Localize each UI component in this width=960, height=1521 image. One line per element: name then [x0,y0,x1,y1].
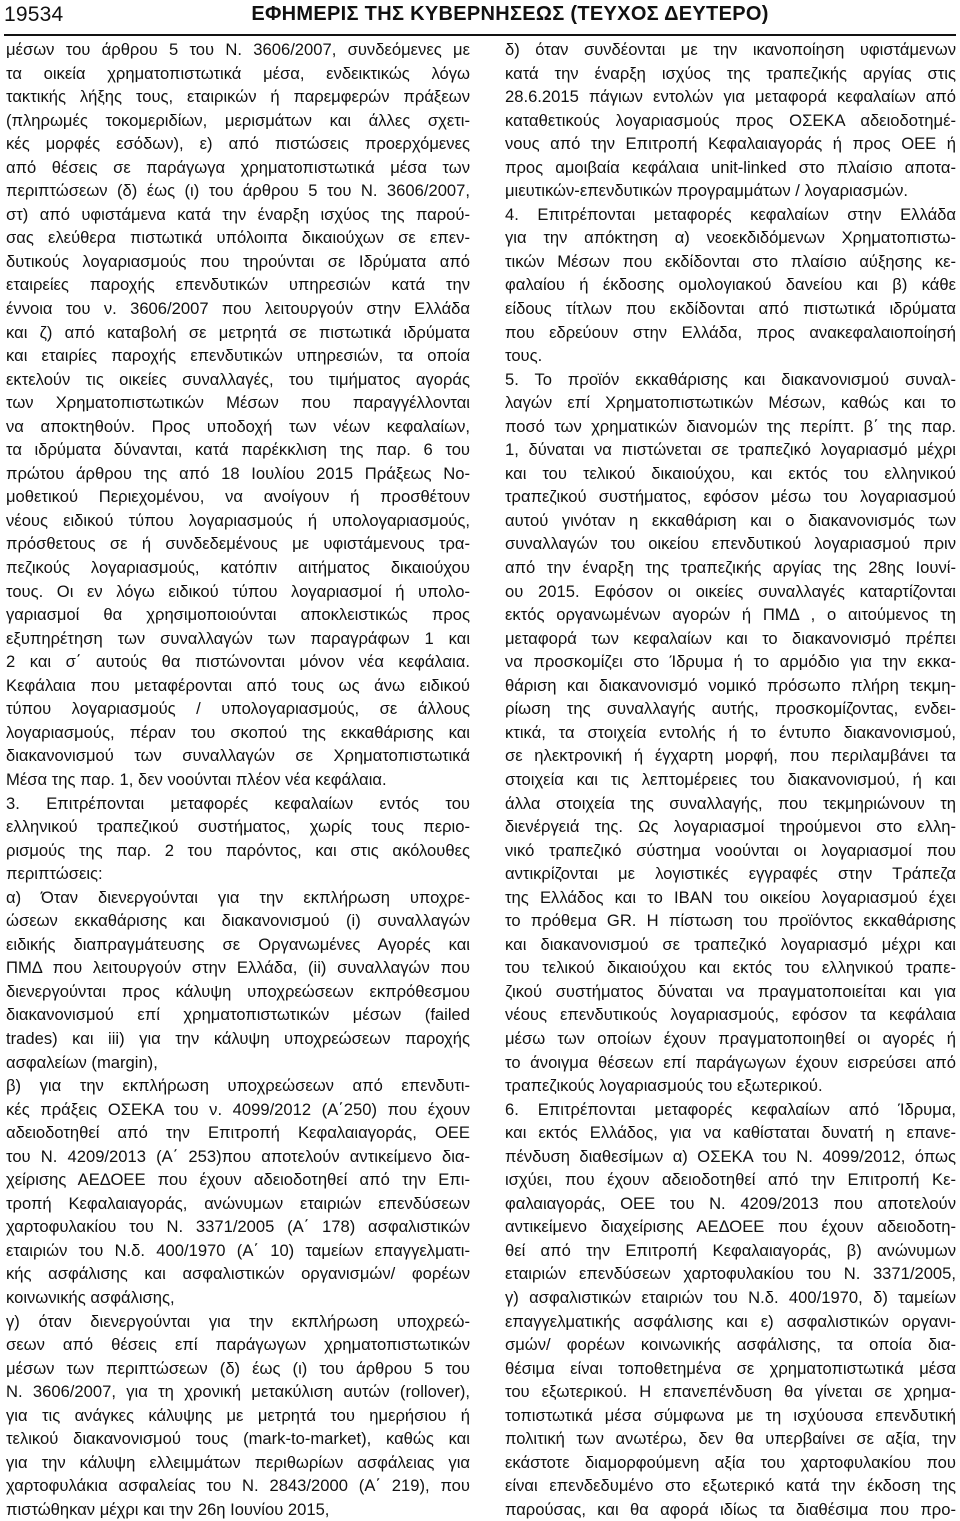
left-column-line: ρισμούς της παρ. 2 του παρόντος, και στις ακόλουθες [6,840,470,860]
left-column-line: χαρτοφυλάκια ασφαλείας του Ν. 2843/2000 (Α΄ 219), που [6,1476,470,1496]
left-column-line: γ) όταν διενεργούνται για την εκπλήρωση υποχρεώ- [6,1311,470,1331]
right-column-line: 6. Επιτρέπονται μεταφορές κεφαλαίων από Ίδρυμα, [505,1099,956,1119]
left-column-line: Μέσα της παρ. 1, δεν νοούνται πλέον νέα κεφάλαια. [6,769,387,789]
right-column-line: αυτού γινόταν η εκκαθάριση και ο διακανονισμός των [505,510,956,530]
right-column-line: συναλλαγών του οικείου επενδυτικού λογαριασμού πριν [505,534,956,554]
right-column-line: δ) όταν συνδέονται με την ικανοποίηση υφιστάμενων [505,40,956,59]
right-column-line: τοπιστωτικά μέσα σύμφωνα με τη ισχύουσα επενδυτική [505,1405,956,1425]
left-column-line: κές μορφές εσόδων), ε) από πιστώσεις προερχόμενες [6,134,470,154]
page-header [4,0,956,36]
right-column-line: εκάστοτε διαμορφούμενη αξία του χαρτοφυλακίου που [505,1452,956,1472]
gazette-title: ΕΦΗΜΕΡΙΣ ΤΗΣ ΚΥΒΕΡΝΗΣΕΩΣ (ΤΕΥΧΟΣ ΔΕΥΤΕΡΟ) [251,3,769,25]
right-column-line: κτικά, τα στοιχεία εντολής ή το έντυπο διακανονισμού, [505,722,956,742]
left-column-line: διακανονισμού των συναλλαγών σε Χρηματοπιστωτικά [6,746,470,766]
right-column-line: φαλαίου ή έκδοσης ομολογιακού δανείου και β) κάθε [505,275,956,295]
right-column-line: καταθετικούς λογαριασμούς προς ΟΣΕΚΑ αδειοδοτημέ- [505,110,956,130]
left-column-line: τροπή Κεφαλαιαγοράς, ανώνυμων εταιριών επενδύσεων [6,1193,470,1213]
right-column-line: που εδρεύουν στην Ελλάδα, προς ανακεφαλαιοποίησή [505,322,956,342]
left-column-line: (πληρωμές τοκομεριδίων, μερισμάτων και άλλες σχετι- [6,110,470,130]
left-column-line: του Ν. 4209/2013 (Α΄ 253)που αποτελούν αντικείμενο δια- [6,1146,470,1166]
right-column-line: αντικείμενο διαχείρισης ΑΕΔΟΕΕ που έχουν αδειοδοτη- [505,1217,956,1237]
right-column-line: πένδυση διαθεσίμων α) ΟΣΕΚΑ του Ν. 4099/2012, όπως [505,1146,956,1166]
right-column-line: του εξωτερικού. Η επανεπένδυση θα γίνεται σε χρημα- [505,1382,956,1402]
left-column-line: σας ελεύθερα πιστωτικά υπόλοιπα δικαιούχων σε επεν- [6,228,470,248]
left-column-line: τα οικεία χρηματοπιστωτικά μέσα, ενδεικτικώς λόγω [6,63,470,83]
left-column-line: εταιρείες παροχής επενδυτικών υπηρεσιών κατά την [6,275,470,295]
right-column-line: τικών Μέσων που εκδίδονται στο πλαίσιο αύξησης κε- [505,251,956,271]
left-column-line: εταιριών του Ν.δ. 400/1970 (Α΄ 10) ταμείων επαγγελματι- [6,1240,470,1260]
right-column-line: νέους επενδυτικούς λογαριασμούς, εφόσον τα κεφάλαια [505,1005,956,1025]
left-column-line: σεων από θέσεις επί παράγωγων χρηματοπιστωτικών [6,1335,470,1355]
left-column-line: διακανονισμού επί χρηματοπιστωτικών μέσων (failed [6,1005,470,1025]
left-column-line: τελικού διακανονισμού τους (mark-to-market), καθώς και [6,1429,470,1449]
left-column-line: Κεφάλαια που μεταφέρονται από τους ως άνω ειδικού [6,675,470,695]
right-column-line: 1, δύναται να πιστώνεται σε τραπεζικό λογαριασμό μέχρι [505,440,956,460]
left-column-line: περιπτώσεων (δ) έως (ι) του άρθρου 5 του Ν. 3606/2007, [6,181,470,201]
right-column-line: φαλαιαγοράς, ΟΕΕ του Ν. 4209/2013 που αποτελούν [505,1193,956,1213]
right-column-line: μέσω των οποίων έχουν πραγματοποιηθεί οι αγορές ή [505,1028,956,1048]
right-column-line: και εκτός Ελλάδος, για να καθίσταται δυνατή η επανε- [505,1123,956,1143]
right-column-line: σε ηλεκτρονική ή έγχαρτη μορφή, που περιλαμβάνει τα [505,746,956,766]
right-column-line: πολιτική των ανωτέρω, δεν θα υπερβαίνει σε αξία, την [505,1429,956,1449]
right-column-line: θάριση και διακανονισμό νομικό πρόσωπο πλήρη τεκμη- [505,675,956,695]
left-column-line: διενεργούνται προς κάλυψη υποχρεώσεων εκπρόθεσμου [6,981,470,1001]
left-column-line: τους. Οι εν λόγω ειδικού τύπου λογαριασμοί ή υπολο- [6,581,470,601]
left-column-line: πιστώθηκαν μέχρι και την 26η Ιουνίου 2015, [6,1499,330,1519]
left-column-line: ειδικής διαπραγμάτευσης σε Οργανωμένες Αγορές και [6,934,470,954]
right-column-line: ζικού συστήματος δύναται να πραγματοποιείται και για [505,981,956,1001]
left-column-line: στ) από υφιστάμενα κατά την έναρξη ισχύος της παρού- [6,204,470,224]
right-column-line: ποσό των χρηματικών διανομών της περίπτ. β΄ της παρ. [505,416,956,436]
right-column-line: θεί από την Επιτροπή Κεφαλαιαγοράς, β) ανώνυμων [505,1240,956,1260]
right-column-line: και διακανονισμού σε τραπεζικό λογαριασμό μέχρι και [505,934,956,954]
left-column-line: πεζικούς λογαριασμούς, κατόπιν αιτήματος δικαιούχου [6,558,470,578]
right-column-line: γ) ασφαλιστικών εταιριών του Ν.δ. 400/1970, δ) ταμείων [505,1287,956,1307]
left-column-line: περιπτώσεις: [6,864,103,884]
right-column-line: νους από την Επιτροπή Κεφαλαιαγοράς ή προς ΟΕΕ ή [505,134,956,154]
right-column-line: σμών/ φορέων κοινωνικής ασφάλισης, τα οποία δια- [505,1335,956,1355]
right-column-line: το πρόθεμα GR. Η πίστωση του προϊόντος εκκαθάρισης [505,911,956,931]
right-column-line: ισχύει, που έχουν αδειοδοτηθεί από την Επιτροπή Κε- [505,1170,956,1190]
right-column-line: θέσιμα είναι τοποθετημένα σε χρηματοπιστωτικά μέσα [505,1358,956,1378]
right-column-line: μιευτικών-επενδυτικών προγραμμάτων / λογαριασμών. [505,181,908,201]
right-column-line: τους. [505,346,543,366]
right-column-line: παρούσας, και θα αφορά ιδίως τα διαθέσιμα που προ- [505,1499,956,1519]
left-column-line: νέους ειδικού τύπου λογαριασμούς ή υπολογαριασμούς, [6,510,470,530]
left-column-line: μοθετικού Περιεχομένου, να ανοίγουν ή προσθέτουν [6,487,470,507]
left-column-line: ασφαλείων (margin), [6,1052,158,1072]
right-column-line: το άνοιγμα θέσεων επί παράγωγων έχουν εισρεύσει από [505,1052,956,1072]
left-column-line: και ζ) από καταβολή σε μετρητά σε πιστωτικά ιδρύματα [6,322,470,342]
left-column-line: για την κάλυψη ελλειμμάτων περιθωρίων ασφάλειας για [6,1452,470,1472]
left-column-line: εκτελούν τις οικείες συναλλαγές, του τιμήματος αγοράς [6,369,470,389]
left-column-line: χείρισης ΑΕΔΟΕΕ που έχουν αδειοδοτηθεί από την Επι- [6,1170,470,1190]
right-column-line: κατά την έναρξη ισχύος της τραπεζικής αργίας στις [505,63,956,83]
right-column-line: είναι επενδεδυμένο στο εξωτερικό κατά την έκδοση της [505,1476,956,1496]
left-column-line: χαρτοφυλακίου του Ν. 3371/2005 (Α΄ 178) ασφαλιστικών [6,1217,470,1237]
right-column-line: 28.6.2015 πάγιων εντολών για μεταφορά κεφαλαίων από [505,87,956,107]
right-column-line: της Ελλάδος και το ΙΒΑΝ του οικείου λογαριασμού έχει [505,887,956,907]
left-column [6,38,470,1521]
left-column-line: ΠΜΔ που λειτουργούν στην Ελλάδα, (ii) συναλλαγών που [6,958,470,978]
right-column-line: νικό τραπεζικό σύστημα νοούνται οι λογαριασμοί που [505,840,956,860]
left-column-line: μέσων των περιπτώσεων (δ) έως (ι) του άρθρου 5 του [6,1358,470,1378]
left-column-line: β) για την εκπλήρωση υποχρεώσεων από επενδυτι- [6,1076,470,1096]
left-column-line: πρόσθετους σε ή συνδεδεμένους με υφιστάμενους τρα- [6,534,470,554]
left-column-line: ελληνικού τραπεζικού συστήματος, χωρίς τους περιο- [6,817,470,837]
left-column-line: δυτικούς λογαριασμούς που τηρούνται σε Ιδρύματα από [6,251,470,271]
right-column-line: για την απόκτηση α) νεοεκδιδόμενων Χρηματοπιστω- [505,228,956,248]
left-column-line: εξυπηρέτηση των συναλλαγών των παραγράφων 1 και [6,628,470,648]
right-column-line: λαγών επί Χρηματοπιστωτικών Μέσων, καθώς και το [505,393,956,413]
left-column-line: κής ασφάλισης και ασφαλιστικών οργανισμών/ φορέων [6,1264,470,1284]
left-column-line: μέσων του άρθρου 5 του Ν. 3606/2007, συνδεόμενες με [6,40,470,59]
right-column-line: 5. Το προϊόν εκκαθάρισης και διακανονισμού συναλ- [505,369,956,389]
left-column-line: α) Όταν διενεργούνται για την εκπλήρωση υποχρε- [6,887,470,907]
right-column-line: προς αμοιβαία κεφάλαια unit-linked στο πλαίσιο αποτα- [505,157,956,177]
left-column-line: από θέσεις σε παράγωγα χρηματοπιστωτικά μέσα των [6,157,470,177]
left-column-line: κές πράξεις ΟΣΕΚΑ του ν. 4099/2012 (Α΄250) που έχουν [6,1099,470,1119]
left-column-line: έννοια του ν. 3606/2007 που λειτουργούν στην Ελλάδα [6,299,470,319]
right-column-line: ρίωση της συναλλαγής αυτής, προσκομίζοντας, ενδει- [505,699,956,719]
right-column-line: τραπεζικού συστήματος, εφόσον μέσω του λογαριασμού [505,487,956,507]
left-column-line: γαριασμοί θα χρησιμοποιούνται αποκλειστικώς προς [6,605,470,625]
left-column-line: των Χρηματοπιστωτικών Μέσων που παραγγέλλονται [6,393,470,413]
right-column-line: εταιριών επενδύσεων χαρτοφυλακίου του Ν. 3371/2005, [505,1264,956,1284]
right-column-line: επαγγελματικής ασφάλισης και ε) ασφαλιστικών οργανι- [505,1311,956,1331]
right-column-line: αντικρίζονται με λογιστικές εγγραφές στην Τράπεζα [505,864,956,884]
left-column-line: Ν. 3606/2007, για τη χρονική μετακύλιση αυτών (rollover), [6,1382,470,1402]
left-column-line: τύπου λογαριασμούς / υπολογαριασμούς, σε άλλους [6,699,470,719]
left-column-line: για τις ανάγκες κάλυψης με μετρητά του ημερήσιου ή [6,1405,470,1425]
right-column-line: διενέργειά της. Ως λογαριασμοί τηρούμενοι στο ελλη- [505,817,956,837]
left-column-line: κοινωνικής ασφάλισης, [6,1287,175,1307]
left-column-line: τα ιδρύματα δύνανται, κατά παρέκκλιση της παρ. 6 του [6,440,470,460]
left-column-line: λογαριασμούς, πέραν του σκοπού της εκκαθάρισης και [6,722,470,742]
left-column-line: και εταιρίες παροχής επενδυτικών υπηρεσιών, τα οποία [6,346,470,366]
right-column-line: από την έναρξη της τραπεζικής αργίας της 28ης Ιουνί- [505,558,956,578]
right-column-line: στοιχεία και τις λεπτομέρειες του διακανονισμού, ή και [505,769,956,789]
left-column-line: 2 και σ΄ αυτούς θα πιστώνονται μόνον νέα κεφάλαια. [6,652,470,672]
left-column-line: πρώτου άρθρου της από 18 Ιουλίου 2015 Πράξεως Νο- [6,463,470,483]
right-column [505,38,956,1521]
left-column-line: trades) και iii) για την κάλυψη υποχρεώσεων παροχής [6,1028,470,1048]
right-column-line: ου 2015. Εφόσον οι οικείες συναλλαγές καταρτίζονται [505,581,956,601]
right-column-line: 4. Επιτρέπονται μεταφορές κεφαλαίων στην Ελλάδα [505,204,956,224]
right-column-line: τραπεζικούς λογαριασμούς του εξωτερικού. [505,1076,823,1096]
right-column-line: και του τελικού δικαιούχου, και εκτός του ελληνικού [505,463,956,483]
right-column-line: εκτός οργανωμένων αγορών ή ΠΜΔ , ο αιτούμενος τη [505,605,956,625]
left-column-line: αδειοδοτηθεί από την Επιτροπή Κεφαλαιαγοράς, ΟΕΕ [6,1123,470,1143]
right-column-line: άλλα στοιχεία της συναλλαγής, που τεκμηριώνουν τη [505,793,956,813]
right-column-line: είδους τίτλων που εκδίδονται από πιστωτικά ιδρύματα [505,299,956,319]
left-column-line: 3. Επιτρέπονται μεταφορές κεφαλαίων εντός του [6,793,470,813]
right-column-line: μεταφορά των κεφαλαίων και το διακανονισμό πρέπει [505,628,956,648]
left-column-line: να αποκτηθούν. Προς υποδοχή των νέων κεφαλαίων, [6,416,470,436]
page-number: 19534 [4,3,64,26]
right-column-line: του τελικού δικαιούχου και εκτός του ελληνικού τραπε- [505,958,956,978]
left-column-line: τακτικής λήξης τους, εταιρικών ή παρεμφερών πράξεων [6,87,470,107]
right-column-line: να προσκομίζει στο Ίδρυμα ή το αρμόδιο για την εκκα- [505,652,956,672]
left-column-line: ώσεων εκκαθάρισης και διακανονισμού (i) συναλλαγών [6,911,470,931]
